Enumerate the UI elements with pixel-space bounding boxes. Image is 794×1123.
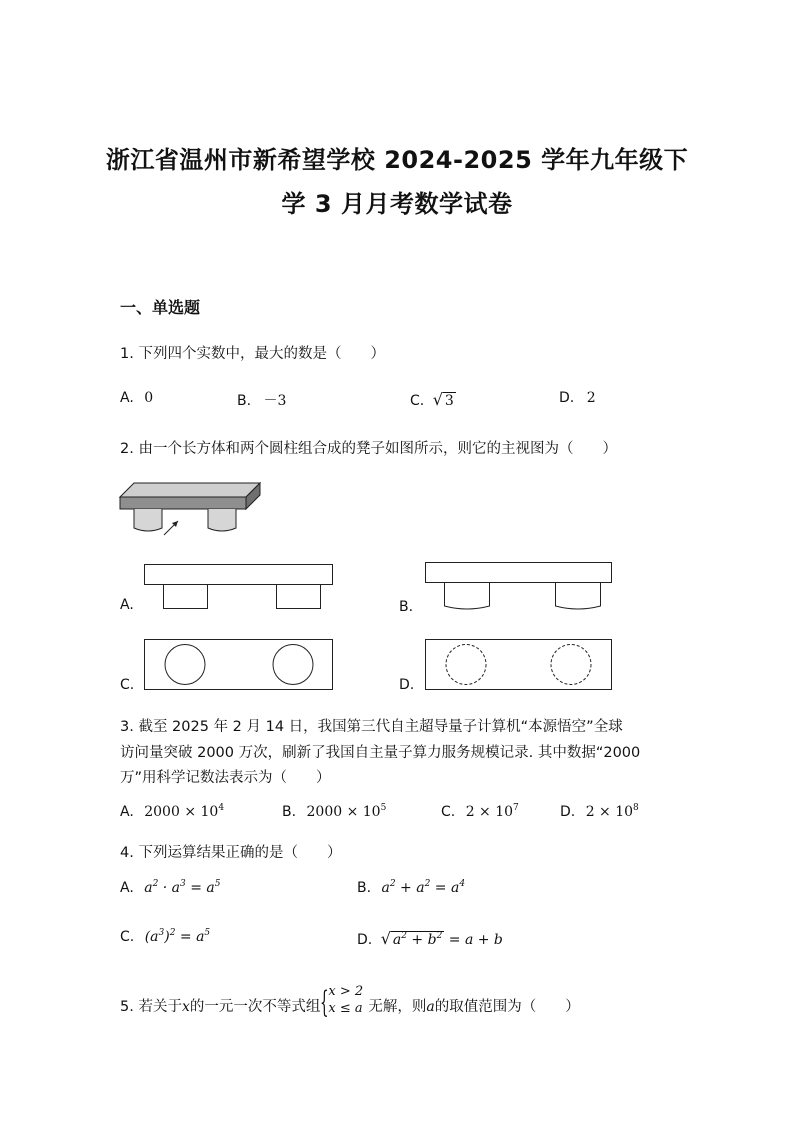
option-label: A. — [120, 390, 134, 406]
q4-option-b — [357, 880, 465, 896]
formula: $a^2 \cdot a^3 = a^5$ — [144, 879, 221, 896]
question-3-line3: 万”用科学记数法表示为（ ） — [120, 770, 331, 786]
option-value: $2000 \times 10^5$ — [306, 803, 387, 820]
q2-option-d-label: D. — [399, 677, 415, 693]
formula: $a^2 + a^2 = a^4$ — [381, 879, 466, 896]
formula: $a^2 + b^2$ — [392, 931, 443, 948]
option-label: D. — [560, 804, 576, 820]
q2-option-c-label: C. — [120, 677, 135, 693]
option-label: A. — [120, 880, 134, 896]
q2-option-a-label: A. — [120, 597, 134, 613]
q1-option-c — [410, 390, 456, 409]
q1-option-d — [559, 390, 596, 406]
option-label: B. — [357, 880, 372, 896]
q2-option-b-label: B. — [399, 599, 414, 615]
option-label: D. — [357, 932, 373, 948]
question-3-line1: 3. 截至 2025 年 2 月 14 日，我国第三代自主超导量子计算机“本源悟空”全球 — [120, 719, 623, 735]
option-value: －3 — [263, 393, 287, 409]
option-value: 2 — [586, 390, 596, 406]
q4-option-a — [120, 880, 220, 896]
q2-option-d-figure — [425, 639, 613, 691]
page-title-line1: 浙江省温州市新希望学校 2024-2025 学年九年级下 — [105, 146, 689, 174]
q4-option-c — [120, 929, 210, 945]
q3-option-d — [560, 804, 639, 820]
question-2-stem: 2. 由一个长方体和两个圆柱组合成的凳子如图所示，则它的主视图为（ ） — [120, 441, 617, 457]
question-5-stem: 5. 若关于x的一元一次不等式组 { x > 2 x ≤ a 无解，则a的取值范围为（ ） — [120, 984, 580, 1020]
q3-option-b — [282, 804, 386, 820]
question-1-stem: 1. 下列四个实数中，最大的数是（ ） — [120, 346, 385, 362]
option-label: B. — [282, 804, 297, 820]
q2-option-c-figure — [144, 639, 334, 691]
q4-option-d — [357, 929, 503, 948]
q3-option-c — [441, 804, 519, 820]
sqrt-icon: √ — [380, 929, 391, 948]
question-3-line2: 访问量突破 2000 万次，刷新了我国自主量子算力服务规模记录. 其中数据“2000 — [120, 745, 641, 761]
stool-figure — [118, 480, 264, 540]
option-value: $2 \times 10^7$ — [465, 803, 519, 820]
option-value: $2 \times 10^8$ — [585, 803, 639, 820]
q2-option-a-figure — [144, 564, 334, 610]
q1-option-a — [120, 390, 153, 406]
q1-option-b — [237, 390, 286, 410]
inequality-system: { x > 2 x ≤ a — [320, 984, 364, 1020]
option-value: 0 — [144, 390, 154, 406]
page-title-line2: 学 3 月月考数学试卷 — [281, 190, 513, 218]
option-label: A. — [120, 804, 134, 820]
option-label: B. — [237, 393, 252, 409]
option-label: C. — [120, 929, 135, 945]
q3-option-a — [120, 804, 224, 820]
q2-option-b-figure — [425, 562, 613, 614]
option-value: $2000 \times 10^4$ — [144, 803, 225, 820]
section-heading: 一、单选题 — [120, 298, 201, 317]
question-4-stem: 4. 下列运算结果正确的是（ ） — [120, 845, 342, 861]
option-value: 3 — [444, 393, 454, 409]
sqrt-icon: √ — [432, 390, 443, 409]
formula: = a + b — [444, 932, 503, 948]
option-label: D. — [559, 390, 575, 406]
option-label: C. — [441, 804, 456, 820]
formula: $(a^3)^2 = a^5$ — [144, 928, 211, 945]
brace-icon: { — [320, 985, 329, 1020]
option-label: C. — [410, 393, 425, 409]
